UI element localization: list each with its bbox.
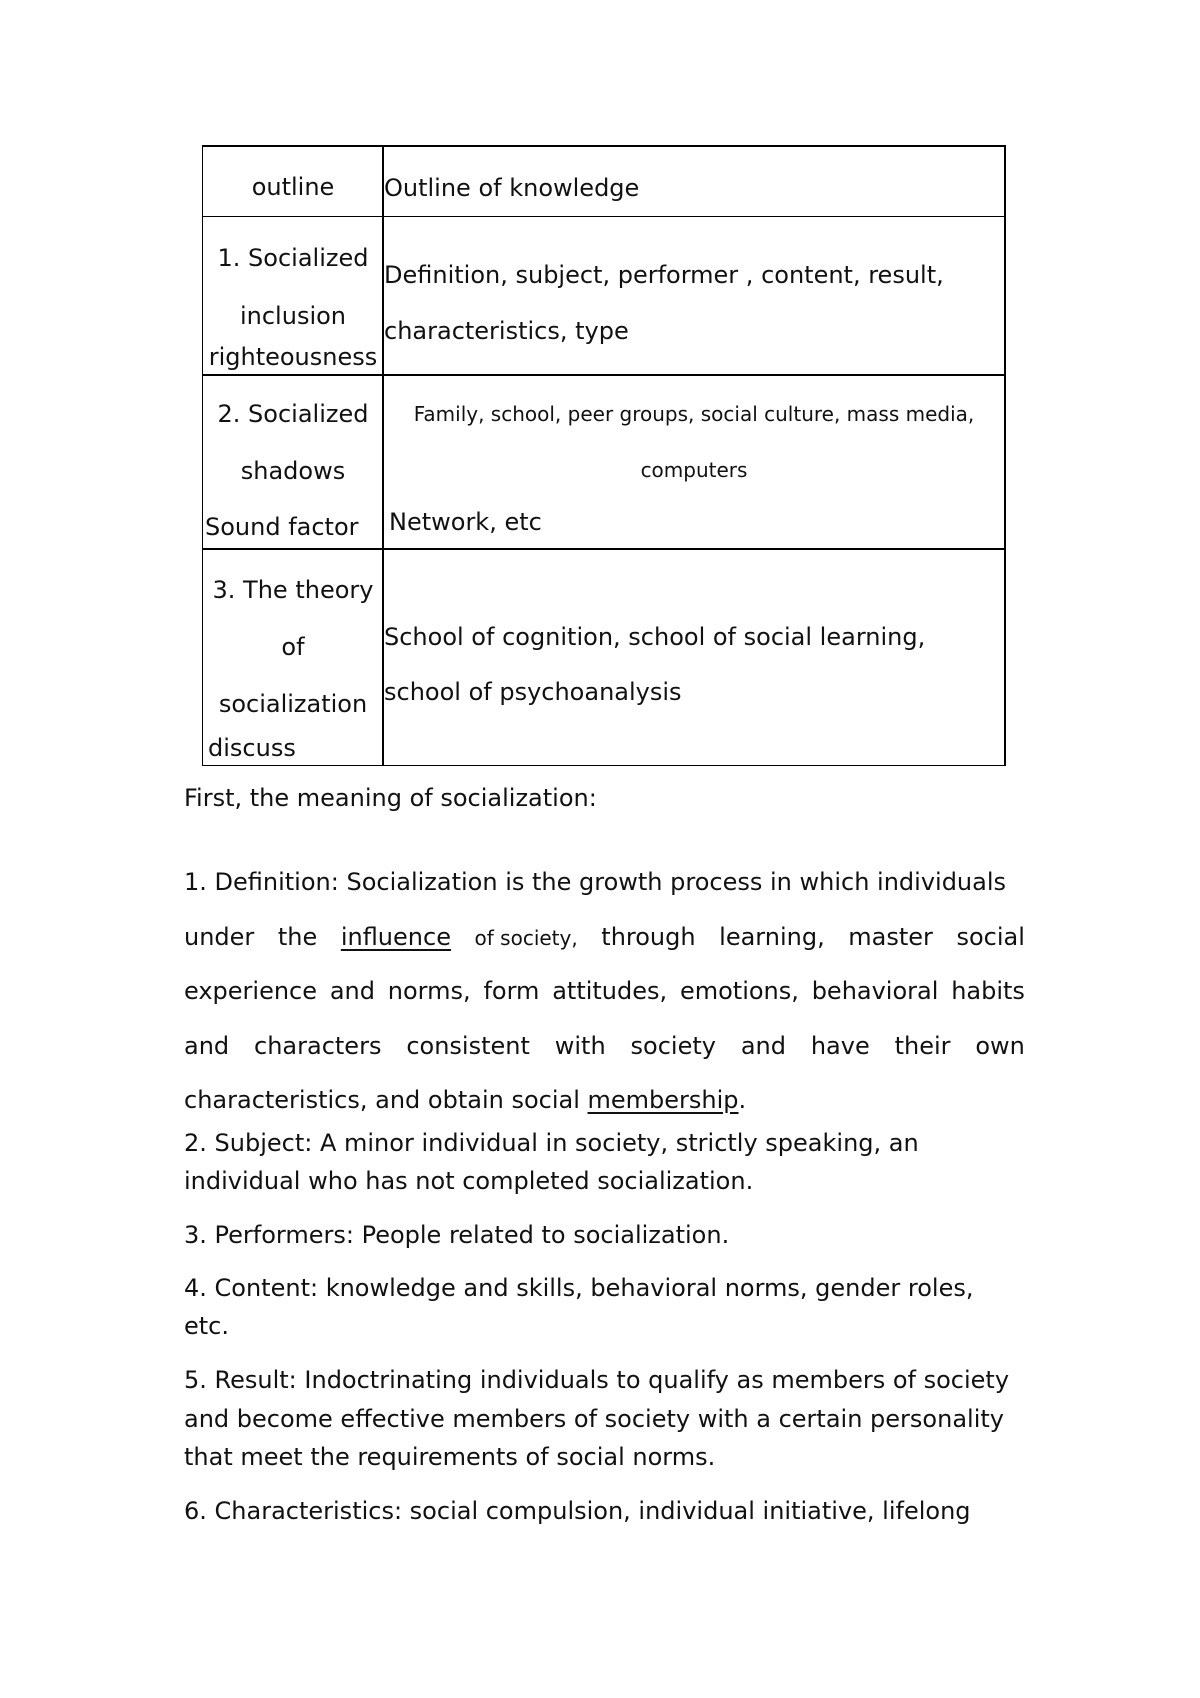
word: of society, (474, 926, 578, 950)
table-border-row1-bottom (202, 374, 1006, 376)
word: society (630, 1032, 716, 1060)
row1-left-line3: righteousness (208, 343, 378, 371)
subject-line1: 2. Subject: A minor individual in society, strictly speaking, an (184, 1129, 919, 1157)
word: consistent (406, 1032, 530, 1060)
section-heading: First, the meaning of socialization: (184, 784, 597, 812)
row3-left-line3: socialization (218, 690, 368, 718)
definition-line3 (184, 977, 1025, 1005)
result-line3: that meet the requirements of social norms. (184, 1443, 716, 1471)
table-border-top (202, 145, 1006, 147)
word: and (184, 1032, 230, 1060)
word: habits (951, 977, 1025, 1005)
membership-link[interactable]: membership (587, 1086, 739, 1114)
word: have (810, 1032, 870, 1060)
row2-left-line2: shadows (240, 457, 346, 485)
table-header-left: outline (251, 173, 335, 201)
table-border-header-bottom (202, 216, 1006, 217)
row1-left-line1: 1. Socialized (217, 244, 369, 272)
characteristics-line: 6. Characteristics: social compulsion, individual initiative, lifelong (184, 1497, 971, 1525)
table-border-divider (382, 145, 384, 766)
row3-right-line2: school of psychoanalysis (384, 678, 682, 706)
result-line1: 5. Result: Indoctrinating individuals to qualify as members of society (184, 1366, 1010, 1394)
word: own (975, 1032, 1025, 1060)
row3-left-line4: discuss (208, 734, 296, 762)
table-border-left (202, 145, 203, 766)
row2-right-line3: Network, etc (389, 508, 542, 536)
content-line2: etc. (184, 1312, 229, 1340)
row1-right-line1: Definition, subject, performer , content, result, (384, 261, 944, 289)
row2-left-line3: Sound factor (205, 513, 359, 541)
word: the (277, 923, 318, 951)
influence-link[interactable]: influence (340, 923, 451, 951)
table-border-bottom (202, 765, 1006, 766)
word: and (329, 977, 375, 1005)
definition-line2 (184, 923, 1025, 951)
definition-line4 (184, 1032, 1025, 1060)
word: under (184, 923, 255, 951)
row3-right-line1: School of cognition, school of social learning, (384, 623, 926, 651)
row3-left-line2: of (281, 633, 305, 661)
performers-line: 3. Performers: People related to socialization. (184, 1221, 730, 1249)
word: attitudes, (552, 977, 668, 1005)
word: with (554, 1032, 606, 1060)
subject-line2: individual who has not completed socialization. (184, 1167, 754, 1195)
row2-right-line1: Family, school, peer groups, social culture, mass media, (413, 402, 975, 426)
table-header-right: Outline of knowledge (384, 174, 640, 202)
row2-left-line1: 2. Socialized (217, 400, 369, 428)
word: experience (184, 977, 318, 1005)
content-line1: 4. Content: knowledge and skills, behavioral norms, gender roles, (184, 1274, 974, 1302)
row2-right-line2: computers (640, 458, 748, 482)
definition-line5-text: characteristics, and obtain social (184, 1086, 588, 1114)
table-border-right (1004, 145, 1006, 766)
word: their (894, 1032, 951, 1060)
table-border-row2-bottom (202, 548, 1006, 550)
word: learning, (719, 923, 825, 951)
result-line2: and become effective members of society with a certain personality (184, 1405, 1004, 1433)
word: form (483, 977, 540, 1005)
word: behavioral (811, 977, 939, 1005)
row1-left-line2: inclusion (239, 302, 347, 330)
word: norms, (387, 977, 471, 1005)
row3-left-line1: 3. The theory (212, 576, 374, 604)
word: master (848, 923, 933, 951)
row1-right-line2: characteristics, type (384, 317, 629, 345)
definition-line1: 1. Definition: Socialization is the growth process in which individuals (184, 868, 1007, 896)
definition-line5-period: . (738, 1086, 747, 1114)
word: through (601, 923, 696, 951)
word: and (740, 1032, 786, 1060)
word: characters (254, 1032, 382, 1060)
definition-line5 (184, 1086, 746, 1114)
word: emotions, (679, 977, 799, 1005)
word: social (956, 923, 1025, 951)
